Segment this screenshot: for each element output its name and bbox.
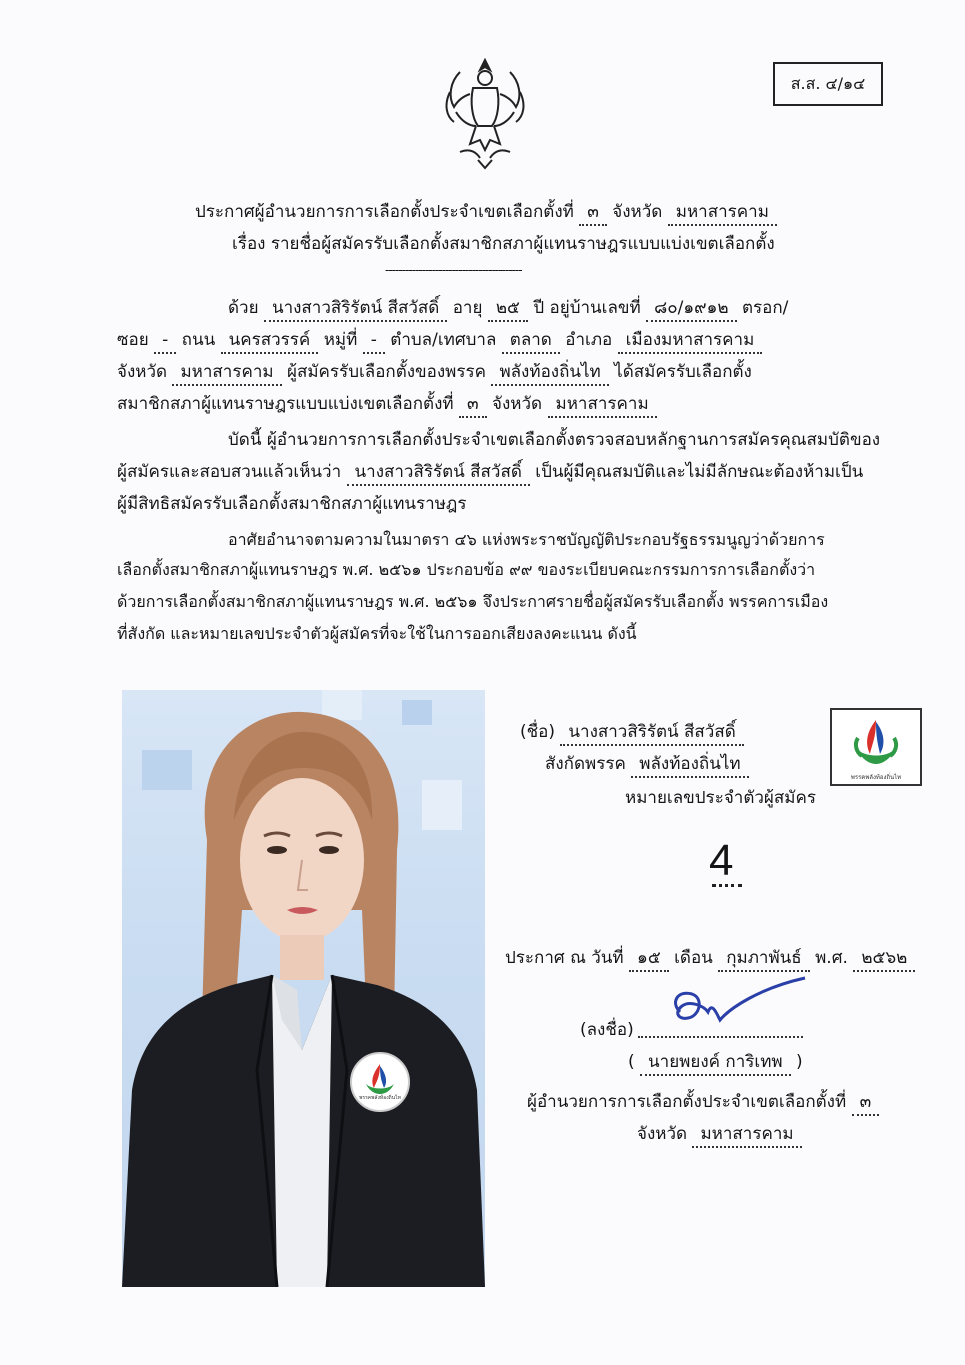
province-field-2: มหาสารคาม [548,392,657,418]
header-title: ประกาศผู้อำนวยการการเลือกตั้งประจำเขตเลือกตั้งที่ [195,202,574,222]
announce-year: ๒๕๖๒ [853,946,915,972]
announce-prefix: ประกาศ ณ วันที่ [505,948,624,968]
age-field: ๒๕ [488,296,528,322]
candidate-party-line [545,752,749,778]
announcement-date-line [505,946,915,972]
alley-label: ตรอก/ [742,298,789,318]
form-code: ส.ส. ๔/๑๔ [790,73,866,93]
road-field: นครสวรรค์ [221,328,319,354]
para2-suffix: เป็นผู้มีคุณสมบัติและไม่มีลักษณะต้องห้ามเป็น [535,462,864,482]
para1-line-4 [117,392,657,418]
applied-label: ได้สมัครรับเลือกตั้ง [614,362,752,382]
moo-label: หมู่ที่ [323,330,358,350]
candidate-name-value: นางสาวสิริรัตน์ สีสวัสดิ์ [560,720,743,746]
signer-line [628,1050,803,1076]
amphoe-field: เมืองมหาสารคาม [618,328,763,354]
signer-position-line [527,1090,879,1116]
header-district-no: ๓ [579,200,607,226]
province-field: มหาสารคาม [172,360,281,386]
para3-line-1: อาศัยอำนาจตามความในมาตรา ๔๖ แห่งพระราชบัญญัติประกอบรัฐธรรมนูญว่าด้วยการ [228,530,825,549]
signer-open-paren: ( [628,1052,635,1072]
header-line-1 [195,200,777,226]
header-separator: ----------------------------------------- [385,263,522,277]
para1-line-2 [117,328,762,354]
subdistrict-field: ตลาด [502,328,560,354]
party-logo-icon [832,714,920,774]
candidate-party-label: สังกัดพรรค [545,754,626,774]
candidate-number: 4 [709,836,734,885]
para2-line-2 [117,460,863,486]
soi-label: ซอย [117,330,149,350]
age-label: อายุ [452,298,483,318]
party-badge [350,1052,410,1112]
signer-position: ผู้อำนวยการการเลือกตั้งประจำเขตเลือกตั้งที่ [527,1092,847,1112]
announce-month: กุมภาพันธ์ [718,946,809,972]
signer-name: นายพยงค์ การิเทพ [640,1050,791,1076]
header-province: มหาสารคาม [668,200,777,226]
announce-year-label: พ.ศ. [815,948,848,968]
party-label: ผู้สมัครรับเลือกตั้งของพรรค [287,362,487,382]
signature-scribble-icon [660,972,810,1042]
para1-line-1 [228,296,788,322]
soi-field: - [154,328,176,354]
party-logo-caption: พรรคพลังท้องถิ่นไท [850,774,902,781]
party-badge-text: พรรคพลังท้องถิ่นไท [359,1095,401,1101]
province-label-2: จังหวัด [492,394,543,414]
announce-month-label: เดือน [674,948,713,968]
signer-province-line [637,1122,802,1148]
province-label: จังหวัด [117,362,168,382]
signer-district-no: ๓ [852,1090,880,1116]
garuda-emblem-icon [440,52,530,172]
para3-line-4: ที่สังกัด และหมายเลขประจำตัวผู้สมัครที่จะใช้ในการออกเสียงลงคะแนน ดังนี้ [117,624,637,643]
candidate-name-label: (ชื่อ) [520,722,556,742]
header-subject: เรื่อง รายชื่อผู้สมัครรับเลือกตั้งสมาชิกสภาผู้แทนราษฎรแบบแบ่งเขตเลือกตั้ง [232,234,775,254]
road-label: ถนน [181,330,216,350]
announce-day: ๑๕ [629,946,669,972]
candidate-name-field: นางสาวสิริรัตน์ สีสวัสดิ์ [264,296,447,322]
party-logo-box [830,708,922,786]
candidate-number-underline [712,884,742,887]
candidate-party-value: พลังท้องถิ่นไท [631,752,748,778]
sign-label: (ลงชื่อ) [580,1020,634,1040]
para2-name-field: นางสาวสิริรัตน์ สีสวัสดิ์ [347,460,530,486]
signer-province: มหาสารคาม [692,1122,801,1148]
district-text: สมาชิกสภาผู้แทนราษฎรแบบแบ่งเขตเลือกตั้งที่ [117,394,454,414]
subdistrict-label: ตำบล/เทศบาล [390,330,497,350]
candidate-number-label: หมายเลขประจำตัวผู้สมัคร [625,788,816,808]
para2-prefix: ผู้สมัครและสอบสวนแล้วเห็นว่า [117,462,342,482]
header-province-label: จังหวัด [612,202,663,222]
house-no-field: ๘๐/๑๙๑๒ [646,296,736,322]
para1-line-3 [117,360,752,386]
district-no-field: ๓ [459,392,487,418]
candidate-photo [122,690,485,1287]
signer-province-label: จังหวัด [637,1124,688,1144]
party-field: พลังท้องถิ่นไท [491,360,608,386]
amphoe-label: อำเภอ [565,330,613,350]
candidate-name-line [520,720,744,746]
para3-line-3: ด้วยการเลือกตั้งสมาชิกสภาผู้แทนราษฎร พ.ศ. ๒๕๖๑ จึงประกาศรายชื่อผู้สมัครรับเลือกตั้ง พรรคการเมือง [117,592,829,611]
form-code-box [773,62,883,106]
moo-field: - [363,328,385,354]
by-label: ด้วย [228,298,259,318]
para2-line-3: ผู้มีสิทธิสมัครรับเลือกตั้งสมาชิกสภาผู้แทนราษฎร [117,494,467,514]
house-label: ปี อยู่บ้านเลขที่ [533,298,641,318]
para2-line-1: บัดนี้ ผู้อำนวยการการเลือกตั้งประจำเขตเลือกตั้งตรวจสอบหลักฐานการสมัครคุณสมบัติของ [228,430,881,450]
signer-close-paren: ) [796,1052,803,1072]
para3-line-2: เลือกตั้งสมาชิกสภาผู้แทนราษฎร พ.ศ. ๒๕๖๑ ประกอบข้อ ๙๙ ของระเบียบคณะกรรมการการเลือกตั้งว่า [117,560,816,579]
